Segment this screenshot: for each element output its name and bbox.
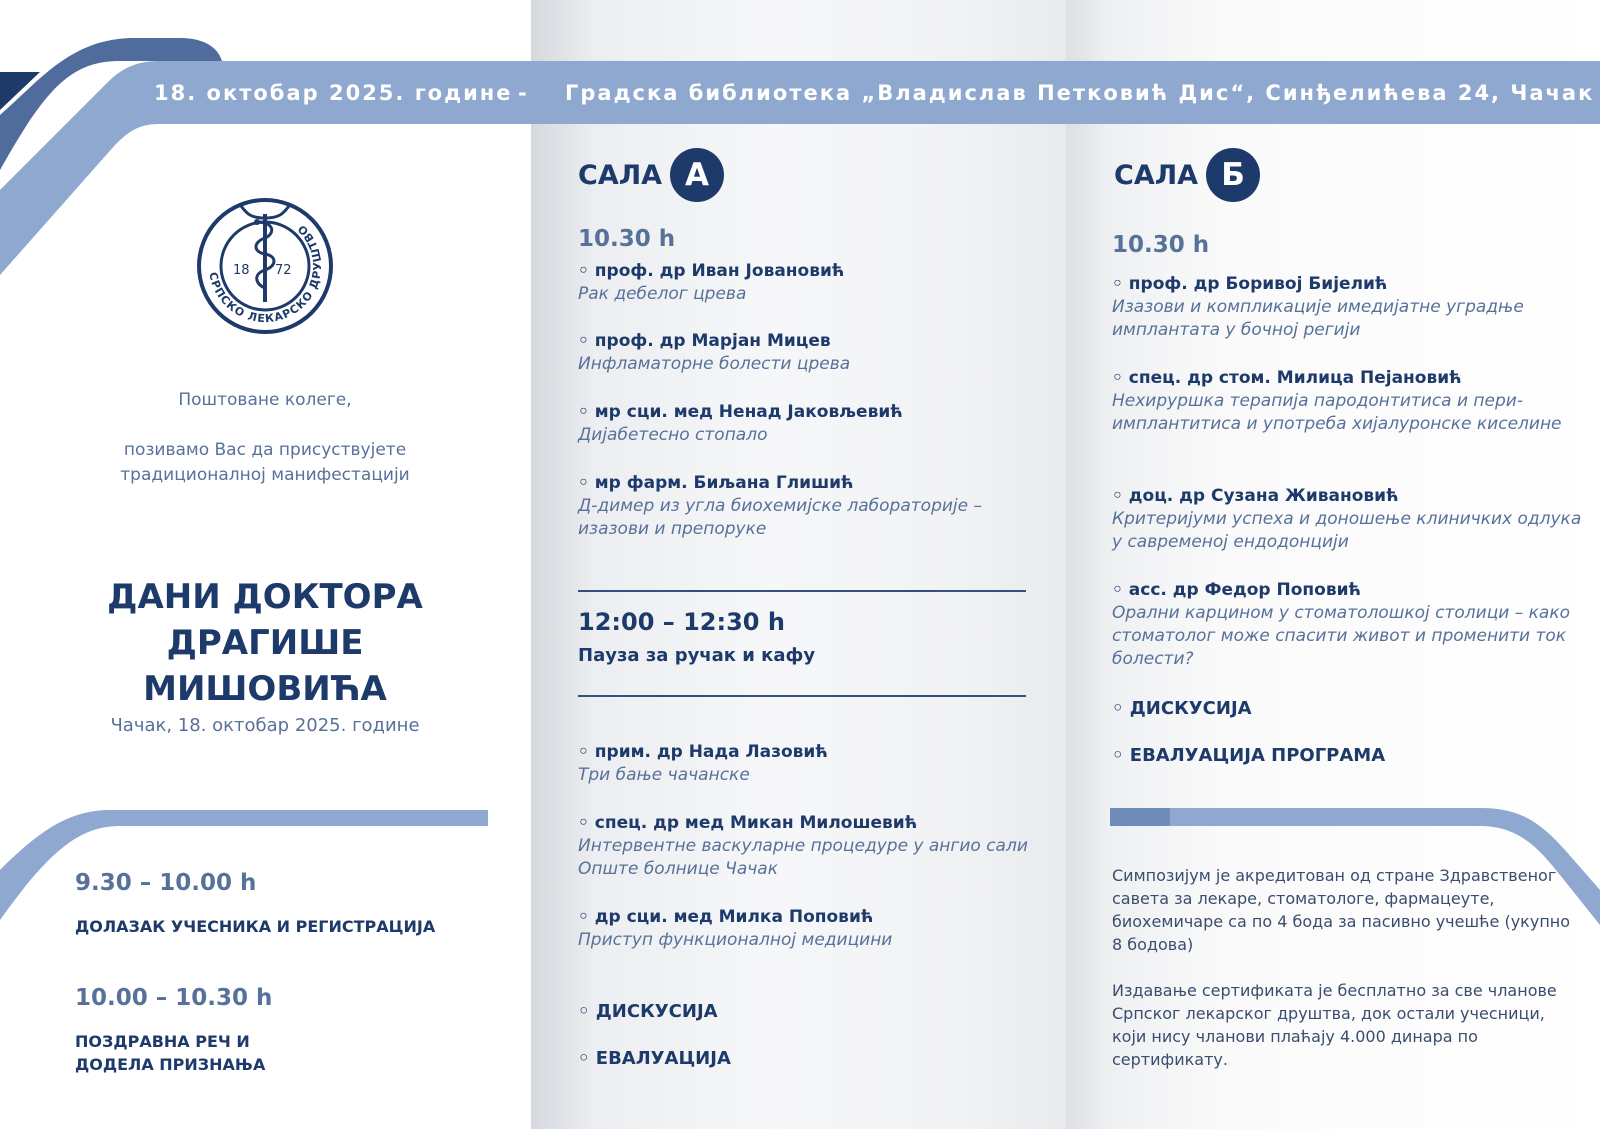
schedule-time: 9.30 – 10.00 h	[75, 870, 257, 896]
schedule-label-line: ПОЗДРАВНА РЕЧ И	[75, 1032, 250, 1051]
lecture-topic: Рак дебелог црева	[578, 284, 747, 304]
medical-society-logo	[195, 196, 335, 336]
lecture-topic: Дијабетесно стопало	[578, 425, 768, 445]
lecture-item	[578, 401, 1048, 447]
event-title-line: ДРАГИШЕ МИШОВИЋА	[143, 623, 387, 709]
lecture-item	[578, 472, 1048, 541]
lecture-item	[1112, 579, 1582, 671]
lecture-speaker: ◦ доц. др Сузана Живановић	[1112, 486, 1399, 506]
discussion-item: ◦ ДИСКУСИЈА	[578, 1001, 718, 1022]
schedule-time: 10.00 – 10.30 h	[75, 985, 273, 1011]
lecture-item	[578, 906, 1048, 952]
lecture-speaker: ◦ прим. др Нада Лазовић	[578, 742, 828, 762]
lecture-speaker: ◦ проф. др Марјан Мицев	[578, 331, 831, 351]
logo-ring-text: СРПСКО ЛЕКАРСКО ДРУШТВО	[206, 221, 325, 326]
lecture-speaker: ◦ др сци. мед Милка Поповић	[578, 907, 874, 927]
event-date: 18. октобар 2025. године	[154, 80, 513, 105]
rod-of-asclepius-icon	[254, 214, 274, 302]
evaluation-item: ◦ ЕВАЛУАЦИЈА	[578, 1048, 731, 1069]
lecture-topic: Интервентне васкуларне процедуре у ангио сали Опште болнице Чачак	[578, 836, 1028, 879]
event-header	[0, 61, 1600, 124]
divider	[578, 695, 1026, 697]
discussion-item: ◦ ДИСКУСИЈА	[1112, 698, 1252, 719]
sala-a-heading	[578, 148, 724, 202]
lecture-speaker: ◦ проф. др Боривој Бијелић	[1112, 274, 1388, 294]
sala-letter-badge: А	[670, 148, 724, 202]
lecture-topic: Инфламаторне болести црева	[578, 354, 851, 374]
lecture-topic: Нехируршка терапија пародонтитиса и пери-имплантитиса и употреба хијалуронске киселине	[1112, 391, 1562, 434]
schedule-label-line: ДОДЕЛА ПРИЗНАЊА	[75, 1055, 266, 1074]
lecture-item	[1112, 485, 1582, 554]
header-separator: -	[518, 80, 529, 105]
certificate-note: Издавање сертификата је бесплатно за све чланове Српског лекарског друштва, док остали учесници, који нису чланови плаћају 4.000 динара по сертификату.	[1112, 981, 1557, 1069]
logo-year-right: 72	[275, 263, 292, 278]
lecture-topic: Критеријуми успеха и доношење клиничких одлука у савременој ендодонцији	[1112, 509, 1582, 552]
lecture-topic: Д-димер из угла биохемијске лабораторије – изазови и препоруке	[578, 496, 982, 539]
lecture-speaker: ◦ мр фарм. Биљана Глишић	[578, 473, 854, 493]
lecture-speaker: ◦ асс. др Федор Поповић	[1112, 580, 1361, 600]
lecture-item	[1112, 367, 1582, 436]
sala-label: САЛА	[1114, 159, 1199, 191]
lecture-topic: Приступ функционалној медицини	[578, 930, 893, 950]
sala-label: САЛА	[578, 159, 663, 191]
event-location-date: Чачак, 18. октобар 2025. године	[110, 715, 420, 736]
logo-year-left: 18	[233, 263, 250, 278]
lecture-item	[578, 260, 1048, 306]
lecture-speaker: ◦ спец. др мед Микан Милошевић	[578, 813, 918, 833]
invitation	[60, 438, 470, 488]
lecture-speaker: ◦ проф. др Иван Јовановић	[578, 261, 845, 281]
lecture-topic: Три бање чачанске	[578, 765, 750, 785]
event-venue: Градска библиотека „Владислав Петковић Дис“, Синђелићева 24, Чачак	[565, 80, 1595, 105]
schedule-label	[75, 1030, 265, 1076]
lecture-item	[578, 812, 1048, 881]
invitation-line: позивамо Вас да присуствујете	[123, 440, 407, 460]
event-title-line: ДАНИ ДОКТОРА	[107, 577, 423, 617]
sala-letter-badge: Б	[1206, 148, 1260, 202]
lecture-item	[578, 330, 1048, 376]
sala-b-heading	[1114, 148, 1260, 202]
lecture-speaker: ◦ мр сци. мед Ненад Јаковљевић	[578, 402, 903, 422]
accreditation-note: Симпозијум је акредитован од стране Здравственог савета за лекаре, стоматологе, фармацеуте, биохемичаре са по 4 бода за пасивно учешће (укупно 8 бодова)	[1112, 866, 1571, 954]
sala-a-start-time: 10.30 h	[578, 226, 676, 252]
evaluation-item: ◦ ЕВАЛУАЦИЈА ПРОГРАМА	[1112, 745, 1386, 766]
lecture-item	[1112, 273, 1582, 342]
schedule-label: ДОЛАЗАК УЧЕСНИКА И РЕГИСТРАЦИЈА	[75, 917, 436, 936]
lecture-speaker: ◦ спец. др стом. Милица Пејановић	[1112, 368, 1462, 388]
event-title	[40, 574, 490, 712]
lecture-item	[578, 741, 1048, 787]
lecture-topic: Изазови и компликације имедијатне уградње имплантата у бочној регији	[1112, 297, 1524, 340]
sala-b-start-time: 10.30 h	[1112, 232, 1210, 258]
lecture-topic: Орални карцином у стоматолошкој столици – како стоматолог може спасити живот и променити ток болести?	[1112, 603, 1570, 669]
greeting: Поштоване колеге,	[178, 390, 352, 410]
break-time: 12:00 – 12:30 h	[578, 608, 785, 636]
divider	[578, 590, 1026, 592]
invitation-line: традиционалној манифестацији	[120, 465, 410, 485]
break-label: Пауза за ручак и кафу	[578, 645, 816, 666]
